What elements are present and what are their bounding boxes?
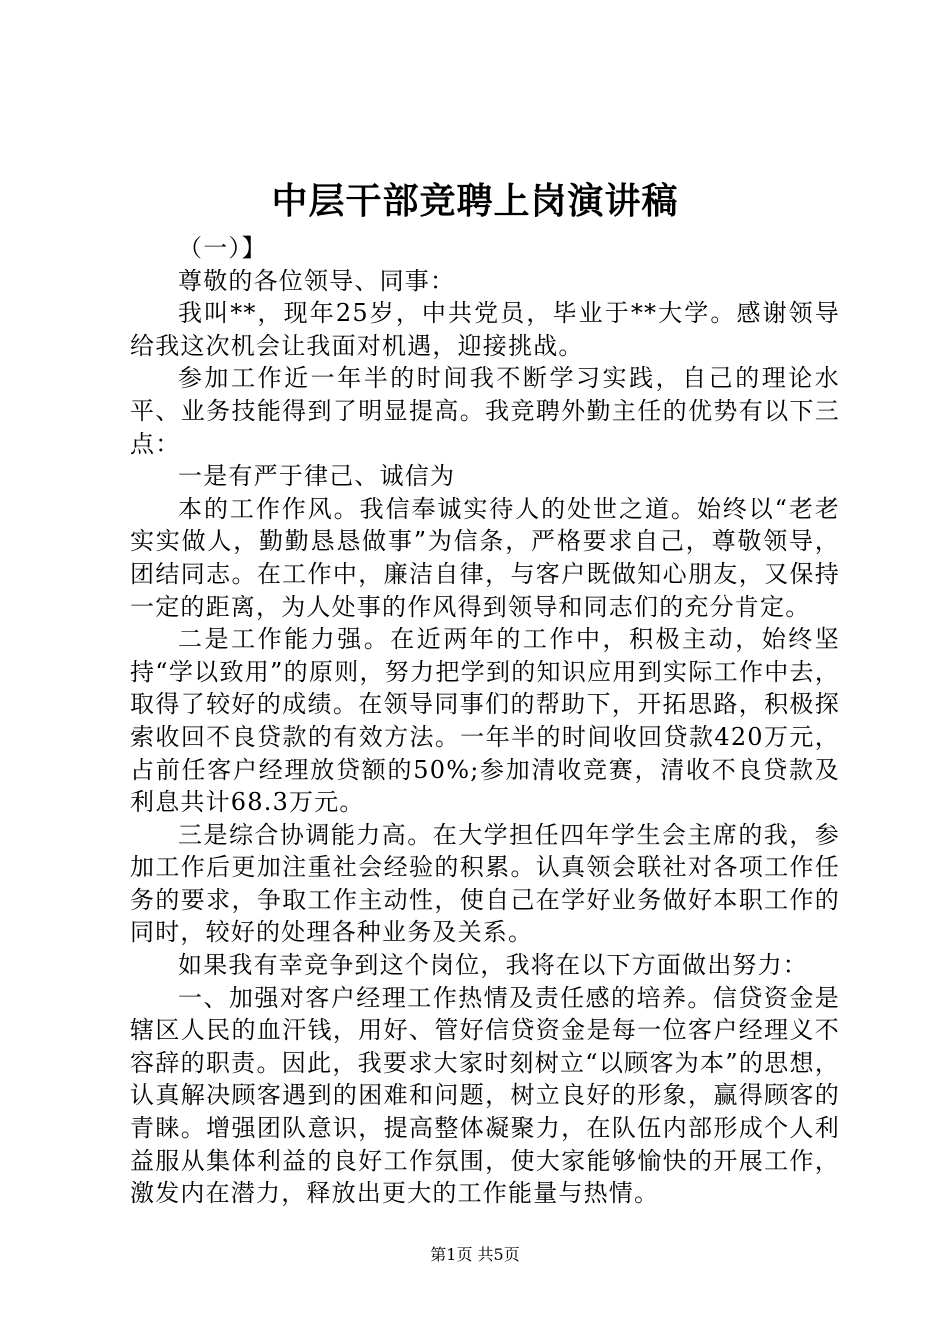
paragraph-plan-intro: 如果我有幸竞争到这个岗位，我将在以下方面做出努力： [178,951,808,980]
paragraph-point-three: 三是综合协调能力高。在大学担任四年学生会主席的我，参加工作后更加注重社会经验的积累。认真领会联社对各项工作任务的要求，争取工作主动性，使自己在学好业务做好本职工作的同时，较好的处理各种业务及关系。 [130,820,840,947]
page-number-footer: 第1页 共5页 [430,1245,520,1264]
paragraph-plan-one: 一、加强对客户经理工作热情及责任感的培养。信贷资金是辖区人民的血汗钱，用好、管好信贷资金是每一位客户经理义不容辞的职责。因此，我要求大家时刻树立“以顾客为本”的思想，认真解决顾客遇到的困难和问题，树立良好的形象，赢得顾客的青睐。增强团队意识，提高整体凝聚力，在队伍内部形成个人利益服从集体利益的良好工作氛围，使大家能够愉快的开展工作，激发内在潜力，释放出更大的工作能量与热情。 [130,983,840,1208]
paragraph-point-one-heading: 一是有严于律己、诚信为 [178,462,456,491]
paragraph-salutation: 尊敬的各位领导、同事： [178,266,456,295]
paragraph-point-two: 二是工作能力强。在近两年的工作中，积极主动，始终坚持“学以致用”的原则，努力把学到的知识应用到实际工作中去，取得了较好的成绩。在领导同事们的帮助下，开拓思路，积极探索收回不良贷款的有效方法。一年半的时间收回贷款420万元，占前任客户经理放贷额的50%;参加清收竞赛，清收不良贷款及利息共计68.3万元。 [130,625,840,817]
document-title: 中层干部竞聘上岗演讲稿 [271,180,679,222]
paragraph-introduction: 我叫**，现年25岁，中共党员，毕业于**大学。感谢领导给我这次机会让我面对机遇，迎接挑战。 [130,299,840,360]
paragraph-section-marker: （一）】 [178,234,267,262]
paragraph-point-one-body: 本的工作作风。我信奉诚实待人的处世之道。始终以“老老实实做人，勤勤恳恳做事”为信条，严格要求自己，尊敬领导，团结同志。在工作中，廉洁自律，与客户既做知心朋友，又保持一定的距离，为人处事的作风得到领导和同志们的充分肯定。 [130,494,840,621]
paragraph-advantages-intro: 参加工作近一年半的时间我不断学习实践，自己的理论水平、业务技能得到了明显提高。我竞聘外勤主任的优势有以下三点： [130,364,840,458]
document-body [130,232,840,1210]
